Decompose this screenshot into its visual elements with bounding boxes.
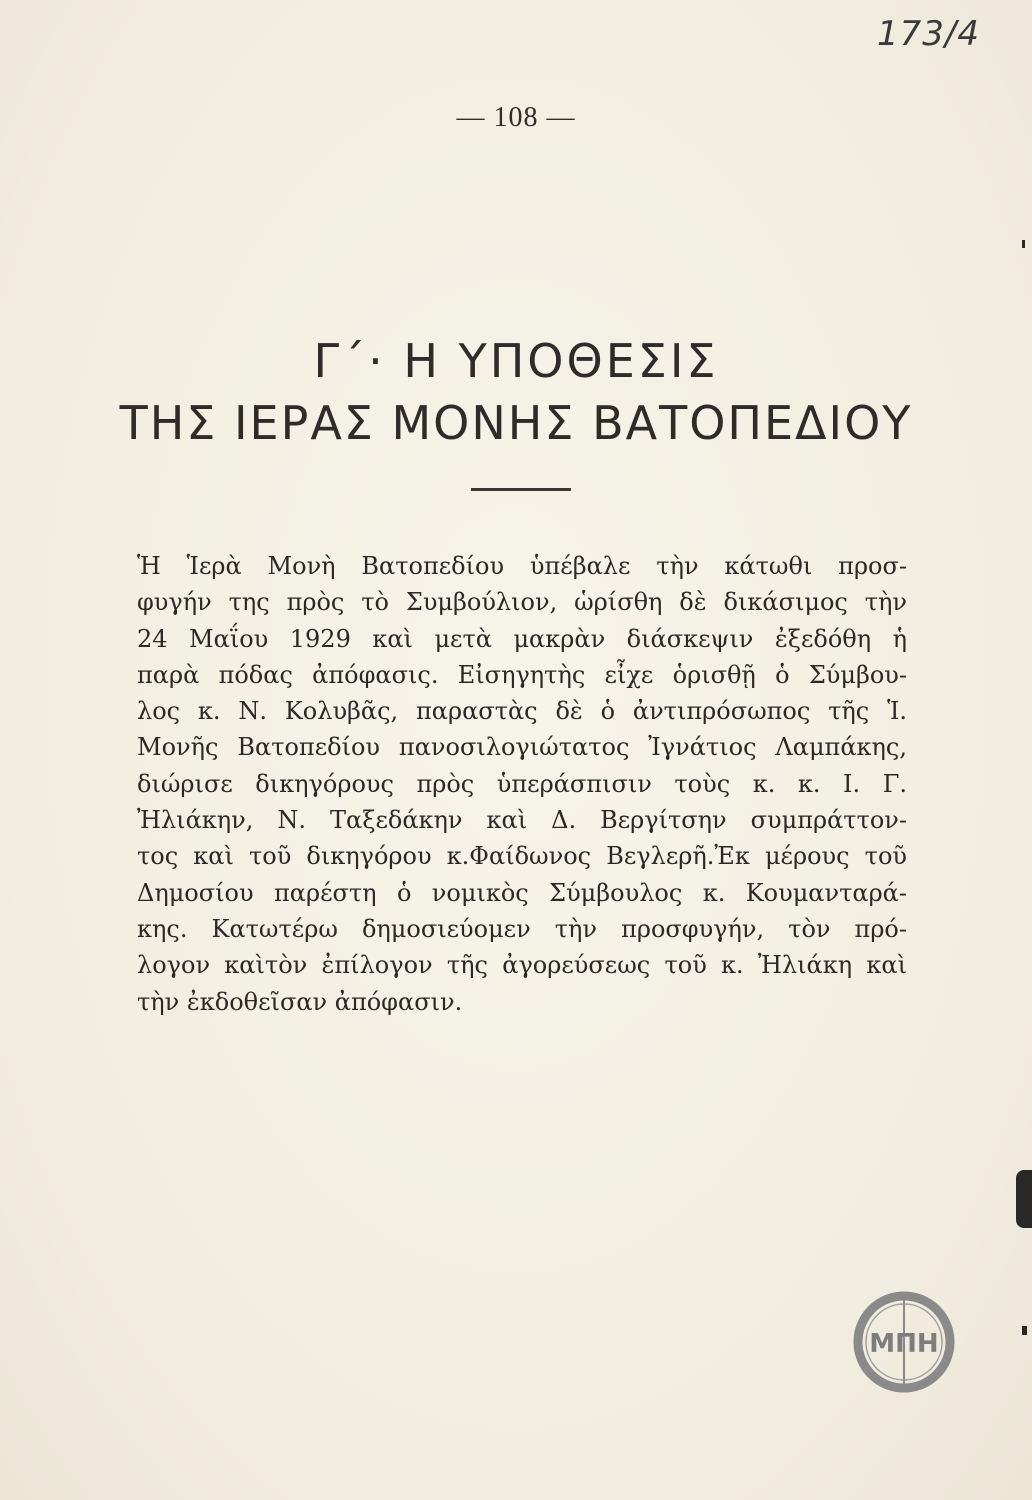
heading-divider [471, 488, 571, 491]
text-line: Δημοσίου παρέστη ὁ νομικὸς Σύμβουλος κ. Κουμανταρά- [137, 878, 907, 907]
page-number: — 108 — [456, 102, 576, 133]
text-line: τος καὶ τοῦ δικηγόρου κ.Φαίδωνος Βεγλερῆ.Ἐκ μέρους τοῦ [137, 842, 907, 871]
edge-ink-dot [1022, 1326, 1027, 1335]
heading-line-1: Γ΄· Η ΥΠΟΘΕΣΙΣ [313, 334, 719, 388]
text-line: Μονῆς Βατοπεδίου πανοσιλογιώτατος Ἰγνάτιος Λαμπάκης, [137, 733, 907, 762]
text-line: 24 Μαΐου 1929 καὶ μετὰ μακρὰν διάσκεψιν ἐξεδόθη ἡ [137, 624, 907, 653]
body-paragraph [137, 548, 907, 1020]
text-line: λος κ. Ν. Κολυβᾶς, παραστὰς δὲ ὁ ἀντιπρόσωπος τῆς Ἱ. [137, 697, 907, 726]
text-line: Ἠλιάκην, Ν. Ταξεδάκην καὶ Δ. Βεργίτσην συμπράττον- [137, 806, 907, 835]
text-line: παρὰ πόδας ἀπόφασις. Εἰσηγητὴς εἶχε ὁρισθῇ ὁ Σύμβου- [137, 660, 907, 689]
text-line: κης. Κατωτέρω δημοσιεύομεν τὴν προσφυγήν, τὸν πρό- [137, 914, 907, 943]
seal-lettering: ΜΠΗ [869, 1329, 939, 1359]
text-line: τὴν ἐκδοθεῖσαν ἀπόφασιν. [137, 987, 463, 1016]
heading-line-2: ΤΗΣ ΙΕΡΑΣ ΜΟΝΗΣ ΒΑΤΟΠΕΔΙΟΥ [119, 396, 913, 450]
text-line: Ἡ Ἱερὰ Μονὴ Βατοπεδίου ὑπέβαλε τὴν κάτωθι προσ- [137, 552, 907, 580]
text-line: διώρισε δικηγόρους πρὸς ὑπεράσπισιν τοὺς κ. κ. Ι. Γ. [137, 769, 907, 798]
handwritten-archive-number: 173/4 [877, 14, 980, 54]
section-heading [0, 330, 1032, 454]
text-line: φυγήν της πρὸς τὸ Συμβούλιον, ὡρίσθη δὲ δικάσιμος τὴν [137, 588, 907, 617]
edge-ink-mark [1016, 1170, 1032, 1228]
edge-ink-dot [1022, 240, 1025, 248]
library-seal-watermark [852, 1290, 956, 1394]
text-line: λογον καὶτὸν ἐπίλογον τῆς ἀγορεύσεως τοῦ κ. Ἠλιάκη καὶ [137, 951, 907, 980]
